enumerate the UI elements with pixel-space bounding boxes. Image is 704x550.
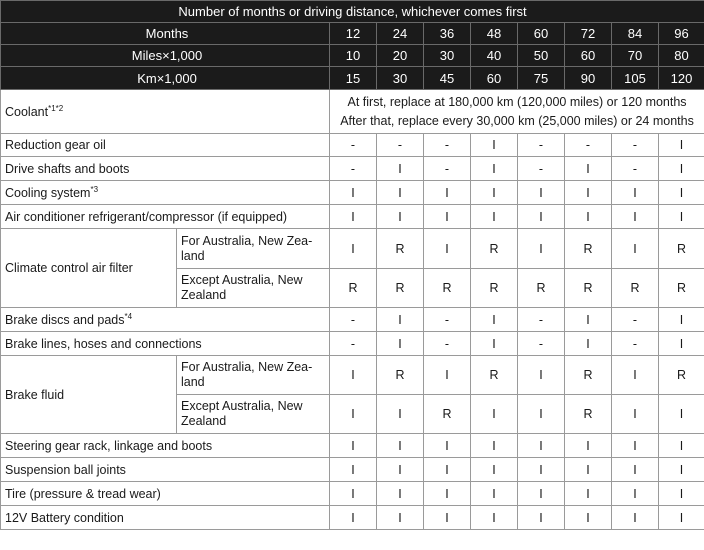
interval-mark: I: [424, 356, 471, 395]
interval-mark: I: [330, 458, 377, 482]
interval-mark: R: [471, 269, 518, 308]
item-text: Climate control air filter: [5, 261, 133, 275]
interval-mark: I: [612, 181, 659, 205]
header-value: 60: [471, 67, 518, 90]
interval-mark: -: [330, 134, 377, 157]
coolant-note: [330, 90, 704, 134]
interval-mark: R: [659, 356, 704, 395]
interval-mark: I: [612, 395, 659, 434]
interval-mark: I: [471, 458, 518, 482]
coolant-text: Coolant: [5, 104, 49, 119]
header-value: 80: [659, 45, 704, 67]
interval-mark: I: [424, 482, 471, 506]
header-value: 60: [518, 23, 565, 45]
coolant-footnote: *1*2: [48, 103, 64, 113]
table-row: [1, 458, 704, 482]
interval-mark: I: [659, 482, 704, 506]
header-value: 75: [518, 67, 565, 90]
interval-mark: R: [565, 229, 612, 269]
interval-mark: R: [565, 356, 612, 395]
item-text: Suspension ball joints: [5, 462, 126, 477]
interval-mark: I: [471, 434, 518, 458]
interval-mark: I: [659, 134, 704, 157]
interval-mark: I: [471, 308, 518, 332]
interval-mark: -: [377, 134, 424, 157]
interval-mark: I: [659, 181, 704, 205]
interval-mark: I: [330, 205, 377, 229]
header-value: 24: [377, 23, 424, 45]
item-label: [1, 482, 330, 506]
interval-mark: I: [377, 157, 424, 181]
interval-mark: I: [659, 157, 704, 181]
sub-item-label-line1: For Australia, New Zea-: [181, 233, 313, 248]
interval-mark: I: [659, 308, 704, 332]
interval-mark: I: [471, 482, 518, 506]
interval-mark: I: [565, 181, 612, 205]
header-label: Miles×1,000: [1, 45, 330, 67]
table-row: [1, 134, 704, 157]
header-value: 10: [330, 45, 377, 67]
item-label: [1, 308, 330, 332]
interval-mark: I: [424, 434, 471, 458]
interval-mark: I: [565, 434, 612, 458]
item-footnote: *4: [124, 311, 133, 321]
table-row: [1, 506, 704, 530]
interval-mark: I: [518, 482, 565, 506]
interval-mark: I: [612, 458, 659, 482]
interval-mark: R: [471, 356, 518, 395]
interval-mark: -: [330, 332, 377, 356]
interval-mark: I: [518, 395, 565, 434]
item-label: [1, 332, 330, 356]
item-label: [1, 157, 330, 181]
interval-mark: -: [612, 157, 659, 181]
interval-mark: I: [424, 205, 471, 229]
interval-mark: I: [377, 482, 424, 506]
interval-mark: I: [471, 506, 518, 530]
interval-mark: I: [471, 134, 518, 157]
interval-mark: I: [424, 506, 471, 530]
header-value: 120: [659, 67, 704, 90]
item-label: [1, 134, 330, 157]
interval-mark: R: [424, 395, 471, 434]
interval-mark: I: [330, 395, 377, 434]
sub-item-label: [177, 356, 330, 395]
sub-item-label-line1: Except Australia, New: [181, 399, 303, 413]
item-label: [1, 181, 330, 205]
header-label: Km×1,000: [1, 67, 330, 90]
interval-mark: I: [377, 395, 424, 434]
interval-mark: -: [424, 134, 471, 157]
table-row: [1, 356, 704, 395]
interval-mark: I: [612, 506, 659, 530]
interval-mark: I: [330, 229, 377, 269]
header-value: 50: [518, 45, 565, 67]
interval-mark: I: [377, 458, 424, 482]
interval-mark: -: [565, 134, 612, 157]
header-value: 20: [377, 45, 424, 67]
coolant-note-line1: At first, replace at 180,000 km (120,000 miles) or 120 months: [347, 94, 687, 109]
header-value: 60: [565, 45, 612, 67]
interval-mark: I: [330, 434, 377, 458]
interval-mark: -: [424, 308, 471, 332]
header-label: Months: [1, 23, 330, 45]
table-row: [1, 308, 704, 332]
header-value: 48: [471, 23, 518, 45]
header-value: 105: [612, 67, 659, 90]
interval-mark: I: [330, 356, 377, 395]
item-label: [1, 458, 330, 482]
interval-mark: I: [377, 308, 424, 332]
sub-item-label-line1: For Australia, New Zea-: [181, 360, 313, 374]
interval-mark: -: [518, 332, 565, 356]
item-text: Steering gear rack, linkage and boots: [5, 438, 213, 453]
interval-mark: -: [612, 332, 659, 356]
interval-mark: I: [518, 506, 565, 530]
interval-mark: I: [518, 356, 565, 395]
interval-mark: I: [565, 308, 612, 332]
header-title-row: [1, 1, 704, 23]
header-row: [1, 45, 704, 67]
header-value: 45: [424, 67, 471, 90]
coolant-label: [1, 90, 330, 134]
item-text: Reduction gear oil: [5, 138, 106, 152]
interval-mark: I: [565, 482, 612, 506]
header-value: 70: [612, 45, 659, 67]
sub-item-label-line1: Except Australia, New: [181, 273, 303, 287]
interval-mark: I: [377, 506, 424, 530]
interval-mark: I: [518, 205, 565, 229]
sub-item-label-line2: Zealand: [181, 414, 227, 428]
header-value: 15: [330, 67, 377, 90]
sub-item-label: [177, 229, 330, 269]
item-footnote: *3: [90, 184, 99, 194]
item-label: [1, 434, 330, 458]
item-text: Drive shafts and boots: [5, 161, 130, 176]
table-row: [1, 229, 704, 269]
interval-mark: I: [377, 205, 424, 229]
header-value: 30: [377, 67, 424, 90]
interval-mark: R: [424, 269, 471, 308]
interval-mark: I: [330, 482, 377, 506]
interval-mark: -: [518, 134, 565, 157]
interval-mark: I: [377, 332, 424, 356]
header-value: 90: [565, 67, 612, 90]
table-row: [1, 157, 704, 181]
header-row: [1, 23, 704, 45]
interval-mark: I: [612, 356, 659, 395]
interval-mark: I: [471, 181, 518, 205]
item-text: Brake discs and pads: [5, 312, 125, 327]
item-label: [1, 229, 177, 308]
interval-mark: I: [471, 332, 518, 356]
header-value: 72: [565, 23, 612, 45]
interval-mark: I: [424, 181, 471, 205]
interval-mark: -: [330, 308, 377, 332]
schedule-body: [1, 1, 704, 530]
interval-mark: I: [377, 181, 424, 205]
interval-mark: I: [659, 395, 704, 434]
interval-mark: -: [612, 308, 659, 332]
interval-mark: I: [659, 458, 704, 482]
interval-mark: I: [377, 434, 424, 458]
interval-mark: I: [565, 157, 612, 181]
interval-mark: R: [565, 395, 612, 434]
header-value: 36: [424, 23, 471, 45]
table-row: [1, 332, 704, 356]
interval-mark: I: [659, 506, 704, 530]
header-value: 84: [612, 23, 659, 45]
interval-mark: I: [471, 205, 518, 229]
interval-mark: I: [518, 229, 565, 269]
interval-mark: -: [518, 157, 565, 181]
interval-mark: I: [424, 458, 471, 482]
coolant-note-line2: After that, replace every 30,000 km (25,000 miles) or 24 months: [340, 113, 694, 128]
interval-mark: R: [659, 269, 704, 308]
table-row-coolant: [1, 90, 704, 134]
interval-mark: R: [612, 269, 659, 308]
item-label: [1, 506, 330, 530]
interval-mark: R: [471, 229, 518, 269]
interval-mark: I: [471, 157, 518, 181]
item-label: [1, 205, 330, 229]
header-value: 96: [659, 23, 704, 45]
interval-mark: R: [377, 356, 424, 395]
item-text: Brake lines, hoses and connections: [5, 336, 202, 351]
interval-mark: R: [330, 269, 377, 308]
interval-mark: -: [612, 134, 659, 157]
interval-mark: R: [377, 269, 424, 308]
table-row: [1, 181, 704, 205]
interval-mark: -: [518, 308, 565, 332]
interval-mark: I: [659, 332, 704, 356]
interval-mark: I: [518, 181, 565, 205]
interval-mark: I: [330, 506, 377, 530]
sub-item-label-line2: land: [181, 375, 205, 389]
interval-mark: I: [612, 482, 659, 506]
item-text: Cooling system: [5, 185, 91, 200]
header-value: 12: [330, 23, 377, 45]
interval-mark: -: [424, 157, 471, 181]
interval-mark: R: [377, 229, 424, 269]
table-row: [1, 205, 704, 229]
table-row: [1, 434, 704, 458]
interval-mark: I: [659, 205, 704, 229]
interval-mark: I: [612, 434, 659, 458]
item-text: Brake fluid: [5, 387, 65, 402]
item-text: 12V Battery condition: [5, 510, 124, 525]
interval-mark: I: [565, 205, 612, 229]
item-text: Air conditioner refrigerant/compressor (if equipped): [5, 209, 288, 224]
sub-item-label-line2: land: [181, 248, 205, 263]
interval-mark: I: [424, 229, 471, 269]
header-value: 40: [471, 45, 518, 67]
interval-mark: I: [612, 229, 659, 269]
sub-item-label-line2: Zealand: [181, 288, 227, 302]
interval-mark: I: [565, 332, 612, 356]
interval-mark: I: [565, 458, 612, 482]
sub-item-label: [177, 395, 330, 434]
sub-item-label: [177, 269, 330, 308]
interval-mark: I: [659, 434, 704, 458]
interval-mark: -: [330, 157, 377, 181]
header-value: 30: [424, 45, 471, 67]
table-row: [1, 482, 704, 506]
interval-mark: R: [565, 269, 612, 308]
interval-mark: I: [612, 205, 659, 229]
header-row: [1, 67, 704, 90]
interval-mark: -: [424, 332, 471, 356]
interval-mark: R: [659, 229, 704, 269]
header-title: Number of months or driving distance, whichever comes first: [1, 1, 704, 23]
interval-mark: I: [471, 395, 518, 434]
item-label: [1, 356, 177, 434]
item-text: Tire (pressure & tread wear): [5, 486, 161, 501]
interval-mark: I: [518, 434, 565, 458]
interval-mark: I: [518, 458, 565, 482]
interval-mark: I: [565, 506, 612, 530]
interval-mark: I: [330, 181, 377, 205]
interval-mark: R: [518, 269, 565, 308]
